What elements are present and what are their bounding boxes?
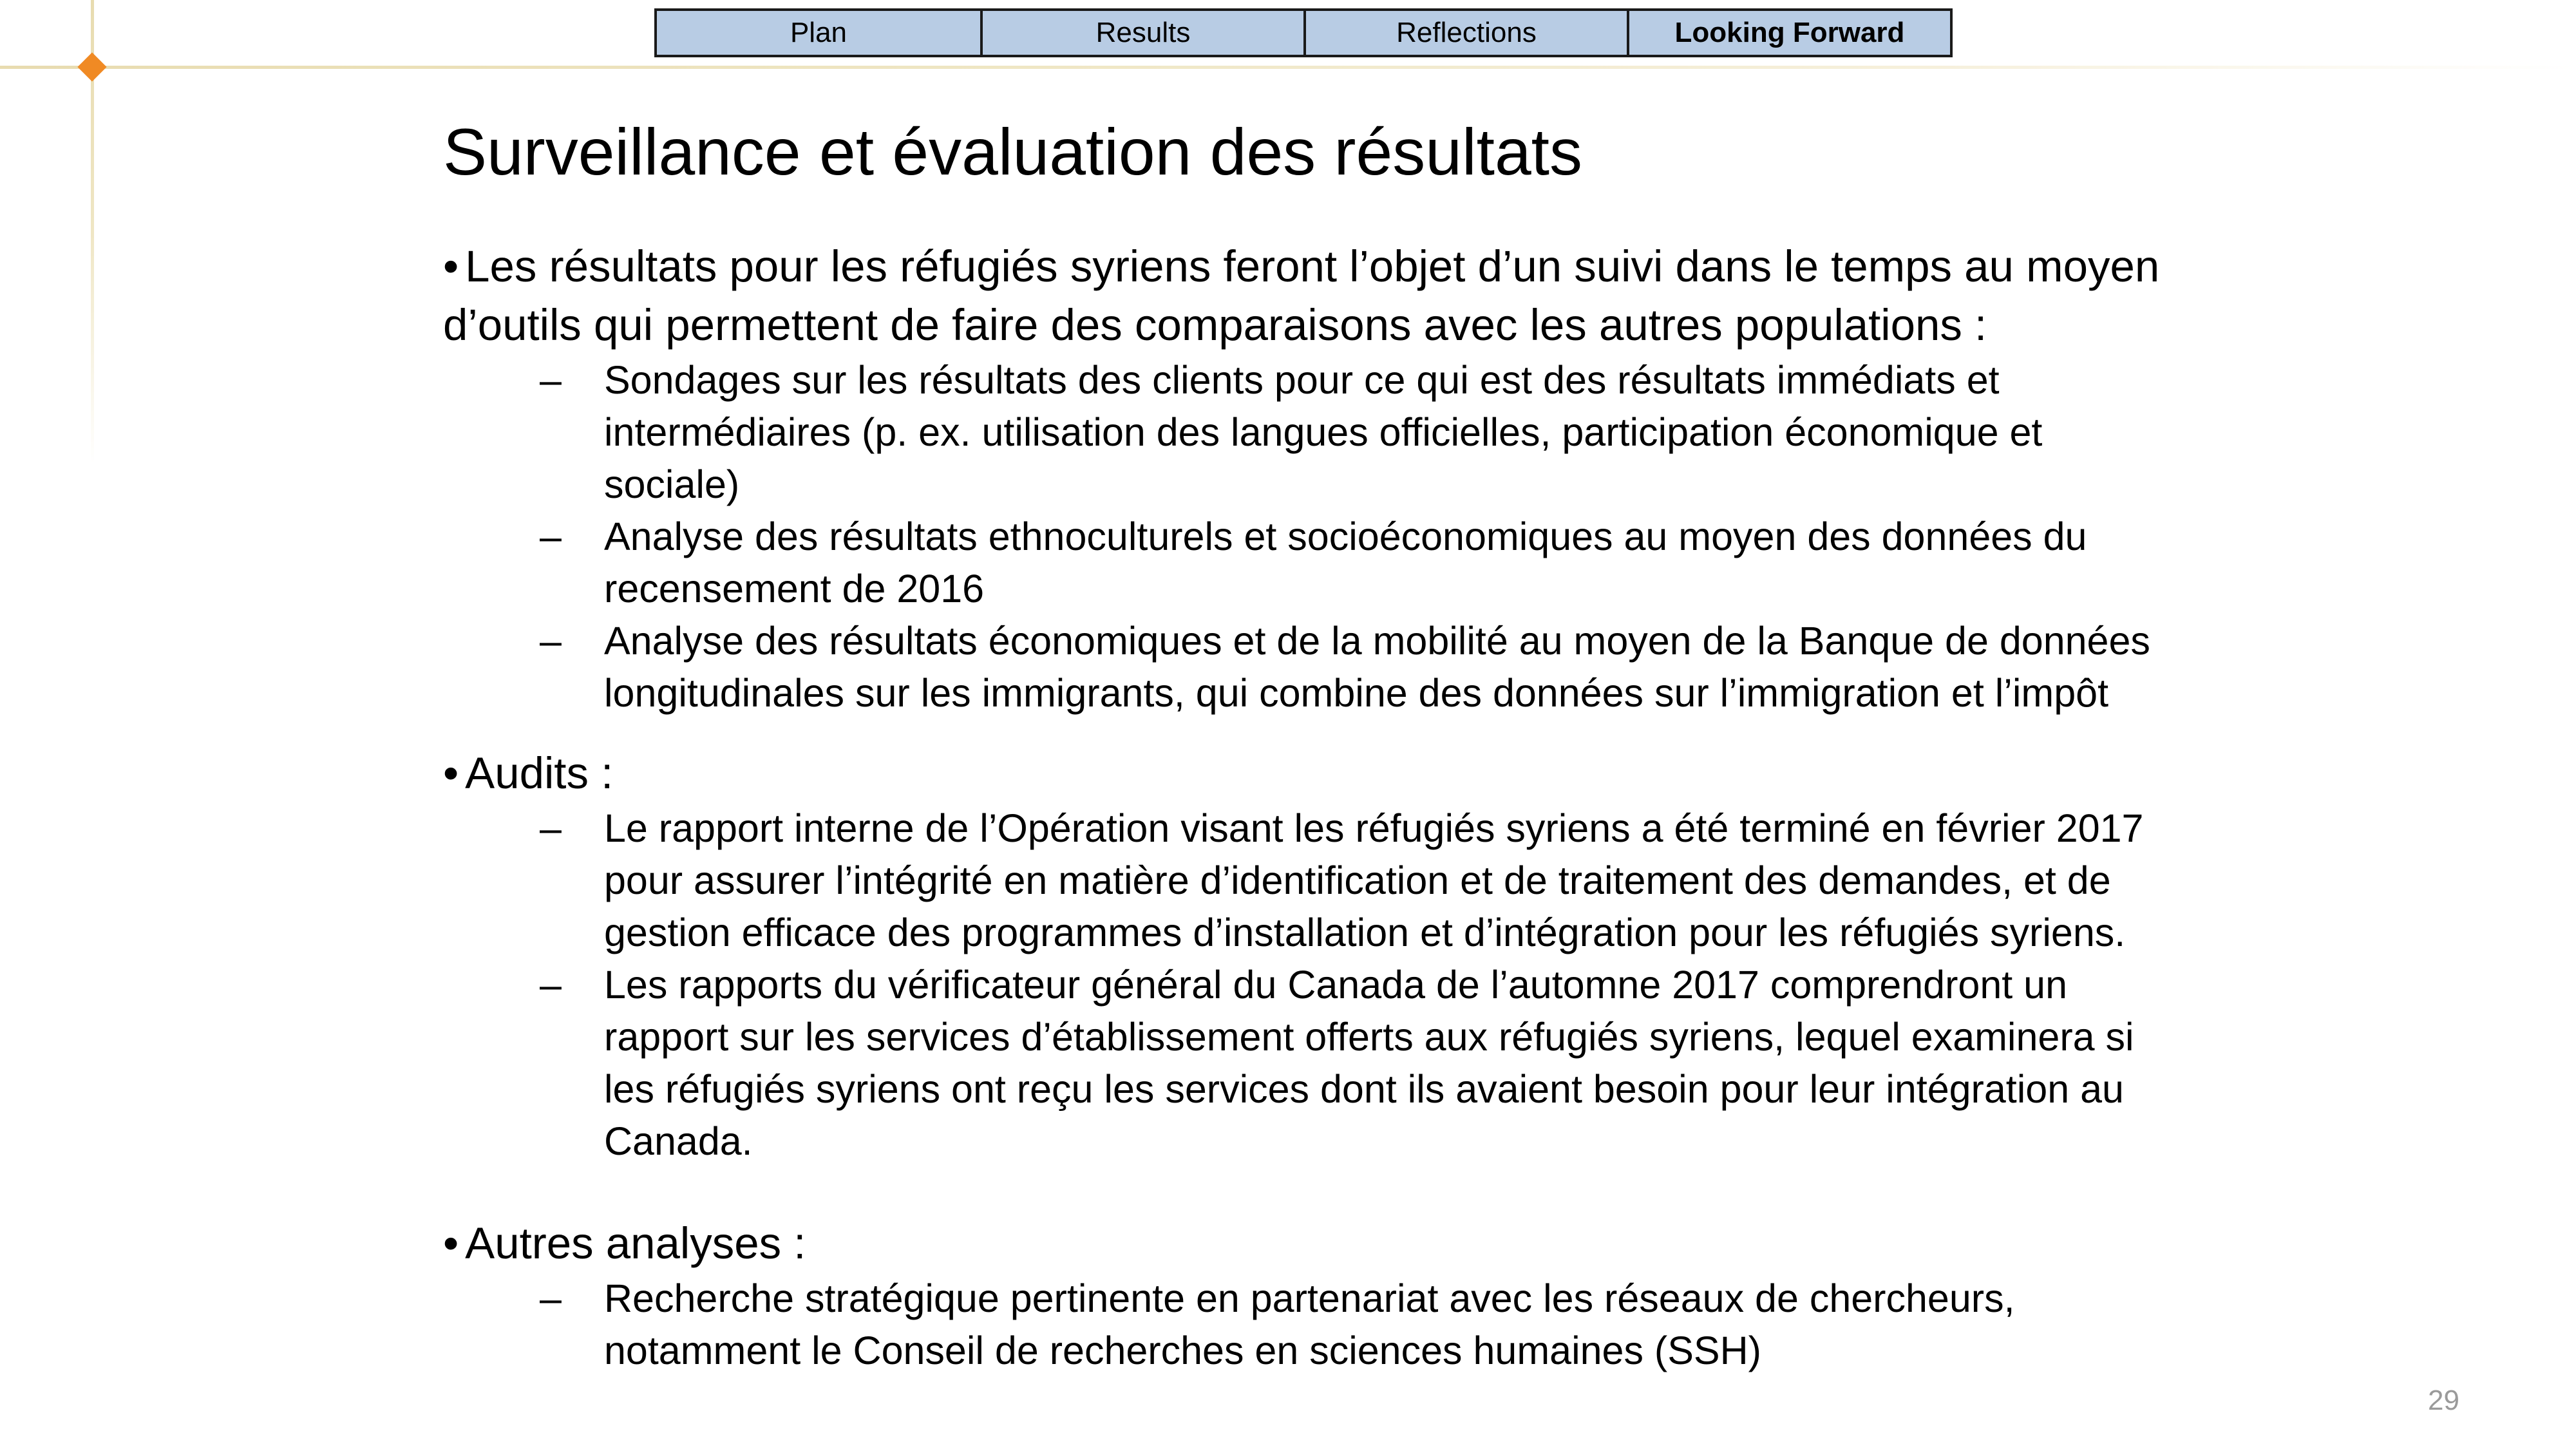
list-item-text: Analyse des résultats ethnoculturels et socioéconomiques au moyen des données du recensement de 2016 [604,515,2087,611]
dash-icon: – [540,619,562,663]
list-item [443,1273,2182,1377]
list-item-text: Les rapports du vérificateur général du Canada de l’automne 2017 comprendront un rapport sur les services d’établissement offerts aux réfugiés syriens, lequel examinera si les réfugiés syriens ont reçu les services dont ils avaient besoin pour leur intégration au Canada. [604,963,2134,1163]
list-item-text: Sondages sur les résultats des clients pour ce qui est des résultats immédiats et intermédiaires (p. ex. utilisation des langues officielles, participation économique et sociale) [604,358,2043,506]
list-item-text: Recherche stratégique pertinente en partenariat avec les réseaux de chercheurs, notamment le Conseil de recherches en sciences humaines (SSH) [604,1276,2015,1372]
tab-reflections[interactable]: Reflections [1303,11,1627,55]
top-navigation-tabs [654,8,1953,57]
list-item [443,615,2182,719]
list-item [443,959,2182,1168]
bullet-dot-icon: • [443,1218,459,1268]
dash-icon: – [540,1276,562,1320]
bullet-text: Audits : [465,748,614,798]
bullet-text: Les résultats pour les réfugiés syriens feront l’objet d’un suivi dans le temps au moyen d’outils qui permettent de faire des comparaisons avec les autres populations : [443,242,2160,350]
tab-looking-forward[interactable]: Looking Forward [1627,11,1950,55]
monitoring-sub-list [443,354,2182,719]
spacer [443,719,2182,744]
decorative-horizontal-line [0,66,2576,69]
list-item-text: Le rapport interne de l’Opération visant les réfugiés syriens a été terminé en février 2017 pour assurer l’intégrité en matière d’identification et de traitement des demandes, et de gestion efficace des programmes d’installation et d’intégration pour les réfugiés syriens. [604,806,2144,954]
bullet-monitoring [443,237,2182,354]
bullet-other-analyses [443,1214,2182,1273]
dash-icon: – [540,515,562,558]
spacer [443,1168,2182,1214]
audits-sub-list [443,802,2182,1168]
slide-content [443,237,2182,1377]
tab-plan[interactable]: Plan [790,17,848,48]
dash-icon: – [540,963,562,1007]
tab-results[interactable]: Results [980,11,1303,55]
bullet-dot-icon: • [443,748,459,798]
slide-title: Surveillance et évaluation des résultats [443,115,1583,189]
orange-diamond-icon [77,52,106,81]
page-number: 29 [2428,1385,2459,1416]
list-item-text: Analyse des résultats économiques et de la mobilité au moyen de la Banque de données longitudinales sur les immigrants, qui combine des données sur l’immigration et l’impôt [604,619,2150,715]
bullet-audits [443,744,2182,802]
list-item [443,354,2182,511]
bullet-text: Autres analyses : [465,1218,806,1268]
dash-icon: – [540,358,562,402]
bullet-dot-icon: • [443,242,459,291]
list-item [443,802,2182,959]
other-analyses-sub-list [443,1273,2182,1377]
dash-icon: – [540,806,562,850]
list-item [443,511,2182,615]
